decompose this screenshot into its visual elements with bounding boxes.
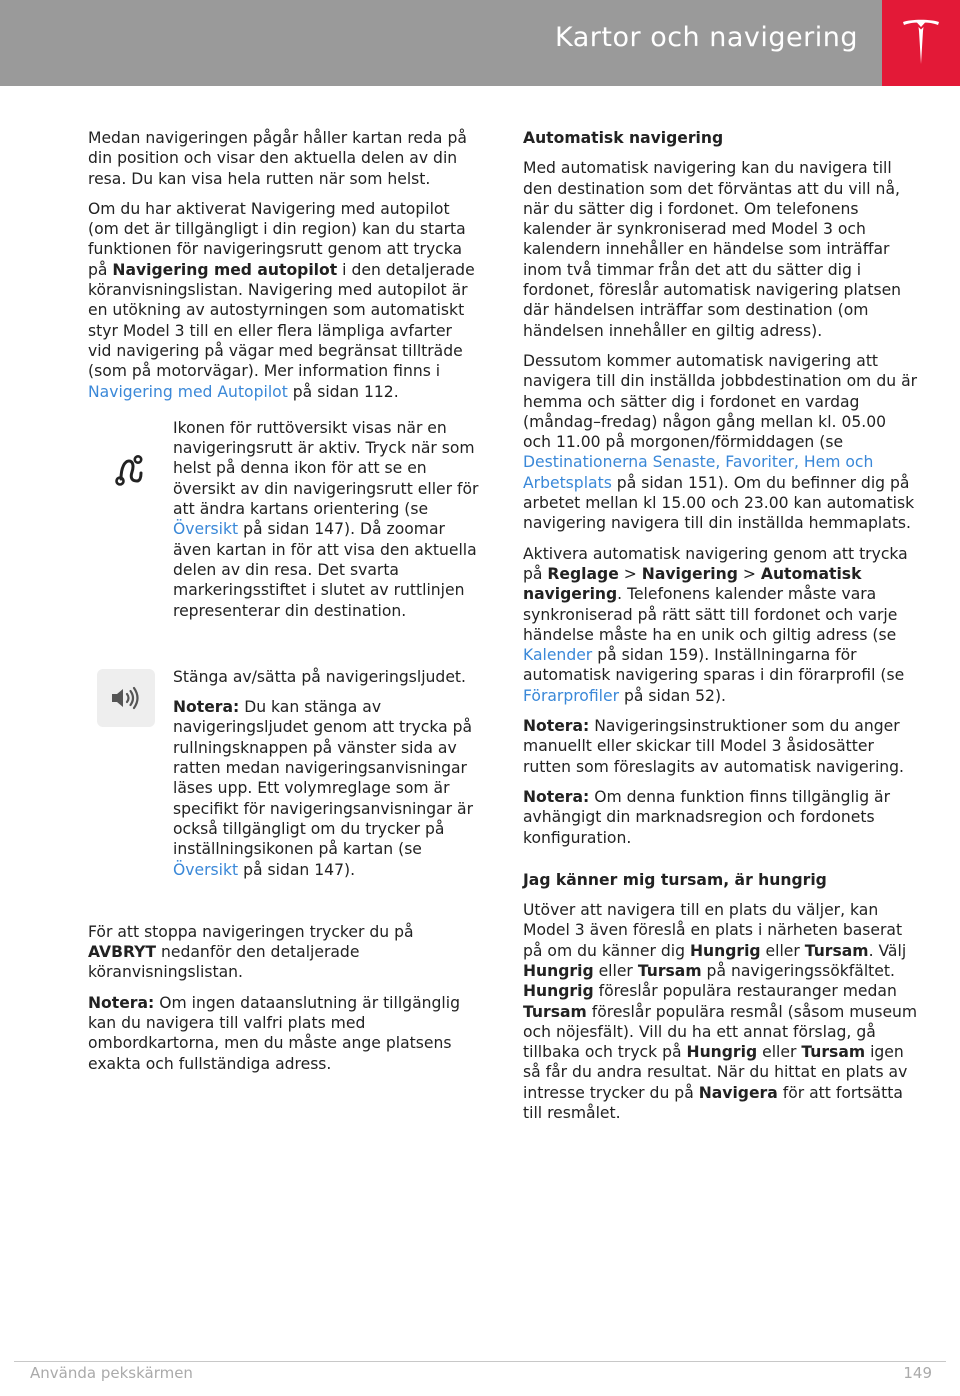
paragraph-activate-auto-nav: Aktivera automatisk navigering genom att trycka på Reglage > Navigering > Automatisk navigering. Telefonens kalender måste vara synkroniserad på rätt sätt till fordonet och varje händelse måste ha en unik och giltig adress (se Kalender på sidan 159). Inställningarna för automatisk navigering sparas i din förarprofil (se Förarprofiler på sidan 52). [523,544,908,705]
link-kalender[interactable]: Kalender [523,646,593,665]
term-avbryt: AVBRYT [88,943,157,962]
route-overview-description: Ikonen för ruttöversikt visas när en navigeringsrutt är aktiv. Tryck när som helst på denna ikon för att se en översikt av din navigeringsrutt eller för att ändra kartans orientering (se Översikt på sidan 147). Då zoomar även kartan in för att visa den aktuella delen av din resa. Det svarta markeringsstiftet i slutet av ruttlinjen representerar din destination. [173,418,479,620]
term-hungrig: Hungrig [686,1043,758,1062]
footer-divider [14,1361,946,1362]
sound-toggle-button[interactable] [97,669,155,727]
note-manual-override: Notera: Navigeringsinstruktioner som du anger manuellt eller skickar till Model 3 åsidosätter rutten som föreslagits av automatisk navigering. [523,717,905,776]
term-navigering-med-autopilot: Navigering med autopilot [112,260,338,279]
route-overview-row [88,418,480,631]
note-label: Notera: [173,698,240,717]
speaker-icon [110,685,142,711]
sound-toggle-description: Stänga av/sätta på navigeringsljudet. [173,667,466,686]
term-reglage: Reglage [547,564,619,583]
term-automatisk-navigering: Automatisk navigering [523,564,862,604]
heading-automatisk-navigering: Automatisk navigering [523,129,724,147]
note-label: Notera: [523,787,590,806]
navigation-sound-row [88,667,480,890]
link-oversikt[interactable]: Översikt [173,520,239,539]
term-tursam: Tursam [801,1043,866,1062]
term-hungrig: Hungrig [689,941,761,960]
brand-logo-box [882,0,960,86]
left-column [88,128,480,1084]
link-destinationerna[interactable]: Destinationerna Senaste, Favoriter, Hem och Arbetsplats [523,453,874,492]
term-tursam: Tursam [523,1002,587,1021]
link-oversikt-2[interactable]: Översikt [173,860,239,879]
link-forarprofiler[interactable]: Förarprofiler [523,686,619,705]
sound-note: Notera: Du kan stänga av navigeringsljudet genom att trycka på rullningsknappen på vänster sida av ratten medan navigeringsanvisningar läses upp. Ett volymreglage som är specifikt för navigeringsanvisningar är också tillgängligt om du trycker på inställningsikonen på kartan (se Översikt på sidan 147). [173,698,473,879]
page-header [0,0,960,86]
note-no-data-connection: Notera: Om ingen dataanslutning är tillgänglig kan du navigera till valfri plats med ombordkartorna, men du måste ange platsens exakta och fullständiga adress. [88,993,460,1073]
footer-page-number: 149 [903,1364,932,1382]
link-navigering-med-autopilot[interactable]: Navigering med Autopilot [88,382,288,401]
heading-tursam-hungrig: Jag känner mig tursam, är hungrig [523,870,827,889]
term-navigering: Navigering [641,564,738,583]
paragraph-auto-nav-work: Dessutom kommer automatisk navigering att navigera till din inställda jobbdestination om du är hemma och sätter dig i fordonet en vardag (måndag–fredag) någon gång mellan kl. 05.00 och 11.00 på morgonen/förmiddagen (se Destinationerna Senaste, Favoriter, Hem och Arbetsplats på sidan 151). Om du befinner dig på arbetet mellan kl 15.00 och 23.00 kan automatisk navigering navigera till din inställda hemmaplats. [523,351,918,533]
paragraph-auto-nav-calendar: Med automatisk navigering kan du navigera till den destination som det förväntas att du vill nå, när du sätter dig i fordonet. Om telefonens kalender är synkroniserad med Model 3 och kalendern innehåller en händelse som inträffar inom två timmar från det att du sätter dig i fordonet, föreslår automatisk navigering platsen där händelsen inträffar som destination (om händelsen innehåller en giltig adress). [523,159,902,340]
page-title: Kartor och navigering [555,22,858,53]
right-column [523,128,918,1133]
paragraph-autopilot: Om du har aktiverat Navigering med autopilot (om det är tillgängligt i din region) kan du starta funktionen för navigeringsrutt genom att trycka på Navigering med autopilot i den detaljerade köranvisningslistan. Navigering med autopilot är en utökning av autostyrningen som automatiskt styr Model 3 till en eller flera lämpliga avfarter vid navigering på vägar med begränsat tillträde (som på motorvägar). Mer information finns i Navigering med Autopilot på sidan 112. [88,199,475,401]
note-label: Notera: [523,717,590,736]
term-hungrig: Hungrig [523,961,594,980]
term-tursam: Tursam [804,941,869,960]
tesla-logo-icon [901,18,941,68]
paragraph-route-tracking: Medan navigeringen pågår håller kartan reda på din position och visar den aktuella delen av din resa. Du kan visa hela rutten när som helst. [88,129,467,188]
note-label: Notera: [88,993,155,1012]
paragraph-stop-navigation: För att stoppa navigeringen trycker du på AVBRYT nedanför den detaljerade köranvisningslistan. [88,922,414,982]
term-tursam: Tursam [637,961,702,980]
footer-section-name: Använda pekskärmen [30,1364,193,1382]
term-navigera: Navigera [698,1083,778,1102]
route-overview-icon [114,454,144,486]
note-availability: Notera: Om denna funktion finns tillgänglig är avhängigt din marknadsregion och fordonets konfiguration. [523,787,891,847]
paragraph-tursam-hungrig: Utöver att navigera till en plats du väljer, kan Model 3 även föreslå en plats i närheten baserat på om du känner dig Hungrig eller Tursam. Välj Hungrig eller Tursam på navigeringssökfältet. Hungrig föreslår populära restauranger medan Tursam föreslår populära resmål (såsom museum och nöjesfält). Vill du ha ett annat förslag, gå tillbaka och tryck på Hungrig eller Tursam igen så får du andra resultat. När du hittat en plats av intresse trycker du på Navigera för att fortsätta till resmålet. [523,901,918,1123]
term-hungrig: Hungrig [523,982,594,1001]
